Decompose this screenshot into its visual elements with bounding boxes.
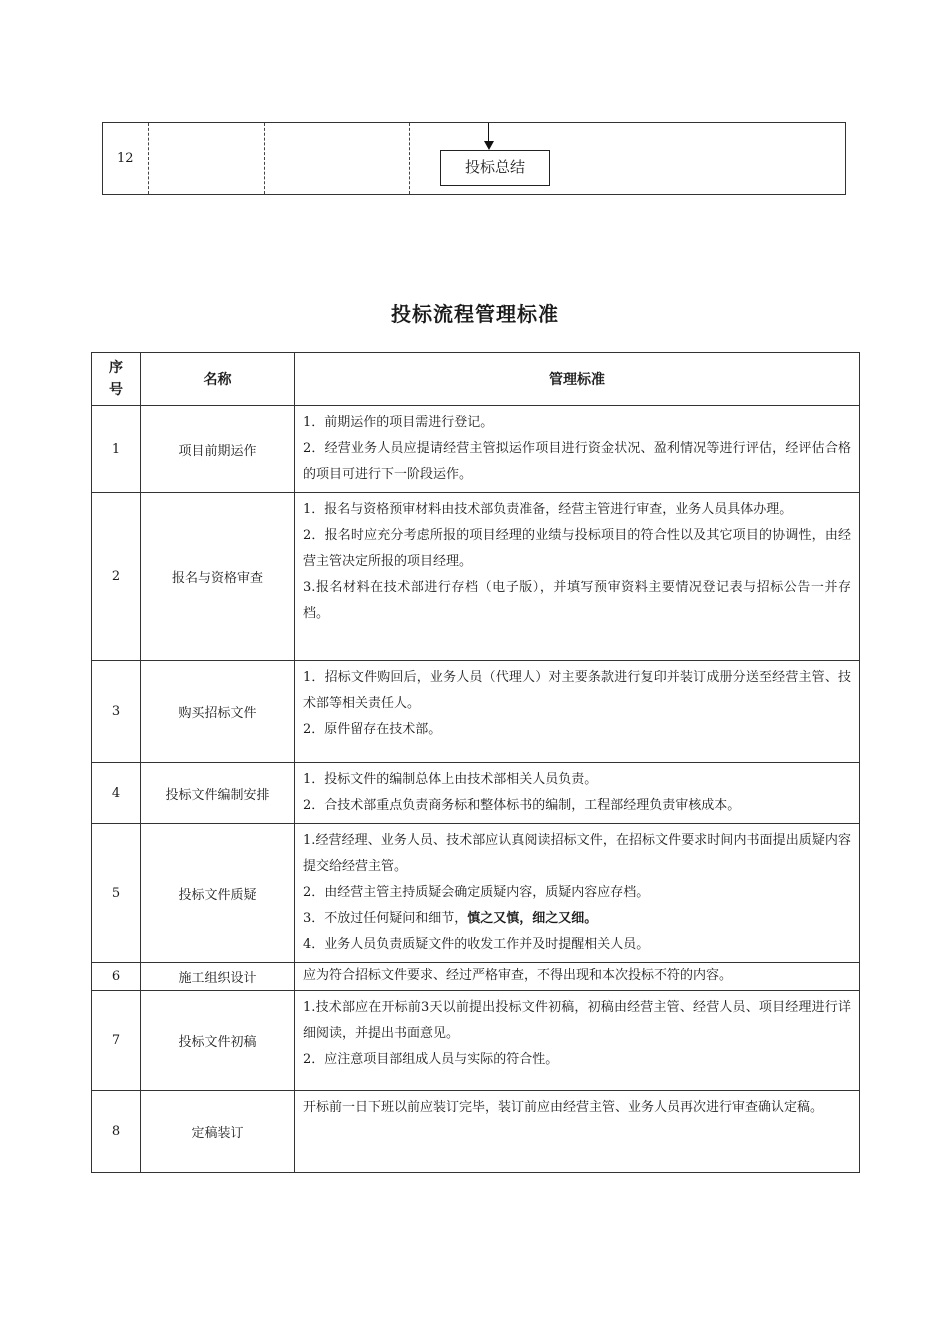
table-row: [92, 493, 860, 661]
standard-line: 1．招标文件购回后，业务人员（代理人）对主要条款进行复印并装订成册分送至经营主管、技术部等相关责任人。: [303, 670, 851, 711]
row-standard: [295, 763, 860, 824]
emphasis-text: 慎之又慎，细之又细。: [467, 911, 598, 926]
row-standard: [295, 1091, 860, 1173]
standard-line: 2．报名时应充分考虑所报的项目经理的业绩与投标项目的符合性以及其它项目的协调性，由经营主管决定所报的项目经理。: [303, 528, 851, 569]
row-no: 4: [92, 763, 141, 824]
table-row: [92, 824, 860, 963]
standard-line: 2．经营业务人员应提请经营主管拟运作项目进行资金状况、盈利情况等进行评估，经评估合格的项目可进行下一阶段运作。: [303, 441, 851, 482]
row-no: 6: [92, 963, 141, 991]
standard-line: 1.技术部应在开标前3天以前提出投标文件初稿，初稿由经营主管、经营人员、项目经理进行详细阅读，并提出书面意见。: [303, 1000, 851, 1041]
standard-line: 1.经营经理、业务人员、技术部应认真阅读招标文件，在招标文件要求时间内书面提出质疑内容提交给经营主管。: [303, 833, 851, 874]
standard-line: 2．原件留存在技术部。: [303, 722, 442, 737]
row-name: 投标文件质疑: [141, 824, 295, 963]
row-no: 1: [92, 406, 141, 493]
row-no: 7: [92, 991, 141, 1091]
row-no: 5: [92, 824, 141, 963]
row-standard: [295, 824, 860, 963]
lane-divider: [409, 123, 410, 194]
standard-line: 2．合技术部重点负责商务标和整体标书的编制，工程部经理负责审核成本。: [303, 798, 741, 813]
row-standard: [295, 661, 860, 763]
header-standard: 管理标准: [295, 353, 860, 406]
table-row: [92, 1091, 860, 1173]
flow-arrow-line: [488, 123, 489, 143]
flowchart-fragment: [102, 122, 846, 195]
table-row: [92, 406, 860, 493]
row-name: 投标文件编制安排: [141, 763, 295, 824]
row-no: 3: [92, 661, 141, 763]
lane-divider: [148, 123, 149, 194]
standard-line: 4．业务人员负责质疑文件的收发工作并及时提醒相关人员。: [303, 937, 650, 952]
row-standard: [295, 991, 860, 1091]
row-standard: [295, 493, 860, 661]
flow-row-number: 12: [117, 151, 134, 166]
table-row: [92, 763, 860, 824]
standard-line: 1．投标文件的编制总体上由技术部相关人员负责。: [303, 772, 598, 787]
table-row: [92, 963, 860, 991]
standard-line: 1．前期运作的项目需进行登记。: [303, 415, 494, 430]
header-no: 序号: [92, 353, 141, 406]
header-name: 名称: [141, 353, 295, 406]
row-name: 定稿装订: [141, 1091, 295, 1173]
row-name: 购买招标文件: [141, 661, 295, 763]
row-name: 项目前期运作: [141, 406, 295, 493]
lane-divider: [264, 123, 265, 194]
standard-line: 3.报名材料在技术部进行存档（电子版），并填写预审资料主要情况登记表与招标公告一并存档。: [303, 580, 851, 621]
row-name: 报名与资格审查: [141, 493, 295, 661]
row-no: 2: [92, 493, 141, 661]
standard-line-text: 3．不放过任何疑问和细节，: [303, 911, 468, 926]
standard-line: [303, 906, 851, 932]
down-arrow-icon: [484, 141, 494, 150]
flow-step-box: 投标总结: [440, 150, 550, 186]
standard-line: 2．由经营主管主持质疑会确定质疑内容，质疑内容应存档。: [303, 885, 650, 900]
row-standard: [295, 963, 860, 991]
table-row: [92, 991, 860, 1091]
row-name: 投标文件初稿: [141, 991, 295, 1091]
standard-line: 2．应注意项目部组成人员与实际的符合性。: [303, 1052, 559, 1067]
standards-table: [91, 352, 860, 1173]
standard-line: 1．报名与资格预审材料由技术部负责准备，经营主管进行审查，业务人员具体办理。: [303, 502, 793, 517]
page-title: 投标流程管理标准: [391, 302, 559, 326]
row-name: 施工组织设计: [141, 963, 295, 991]
table-header-row: [92, 353, 860, 406]
row-standard: [295, 406, 860, 493]
standard-line: 开标前一日下班以前应装订完毕，装订前应由经营主管、业务人员再次进行审查确认定稿。: [303, 1100, 824, 1115]
standard-line: 应为符合招标文件要求、经过严格审查，不得出现和本次投标不符的内容。: [303, 968, 733, 983]
row-no: 8: [92, 1091, 141, 1173]
table-row: [92, 661, 860, 763]
